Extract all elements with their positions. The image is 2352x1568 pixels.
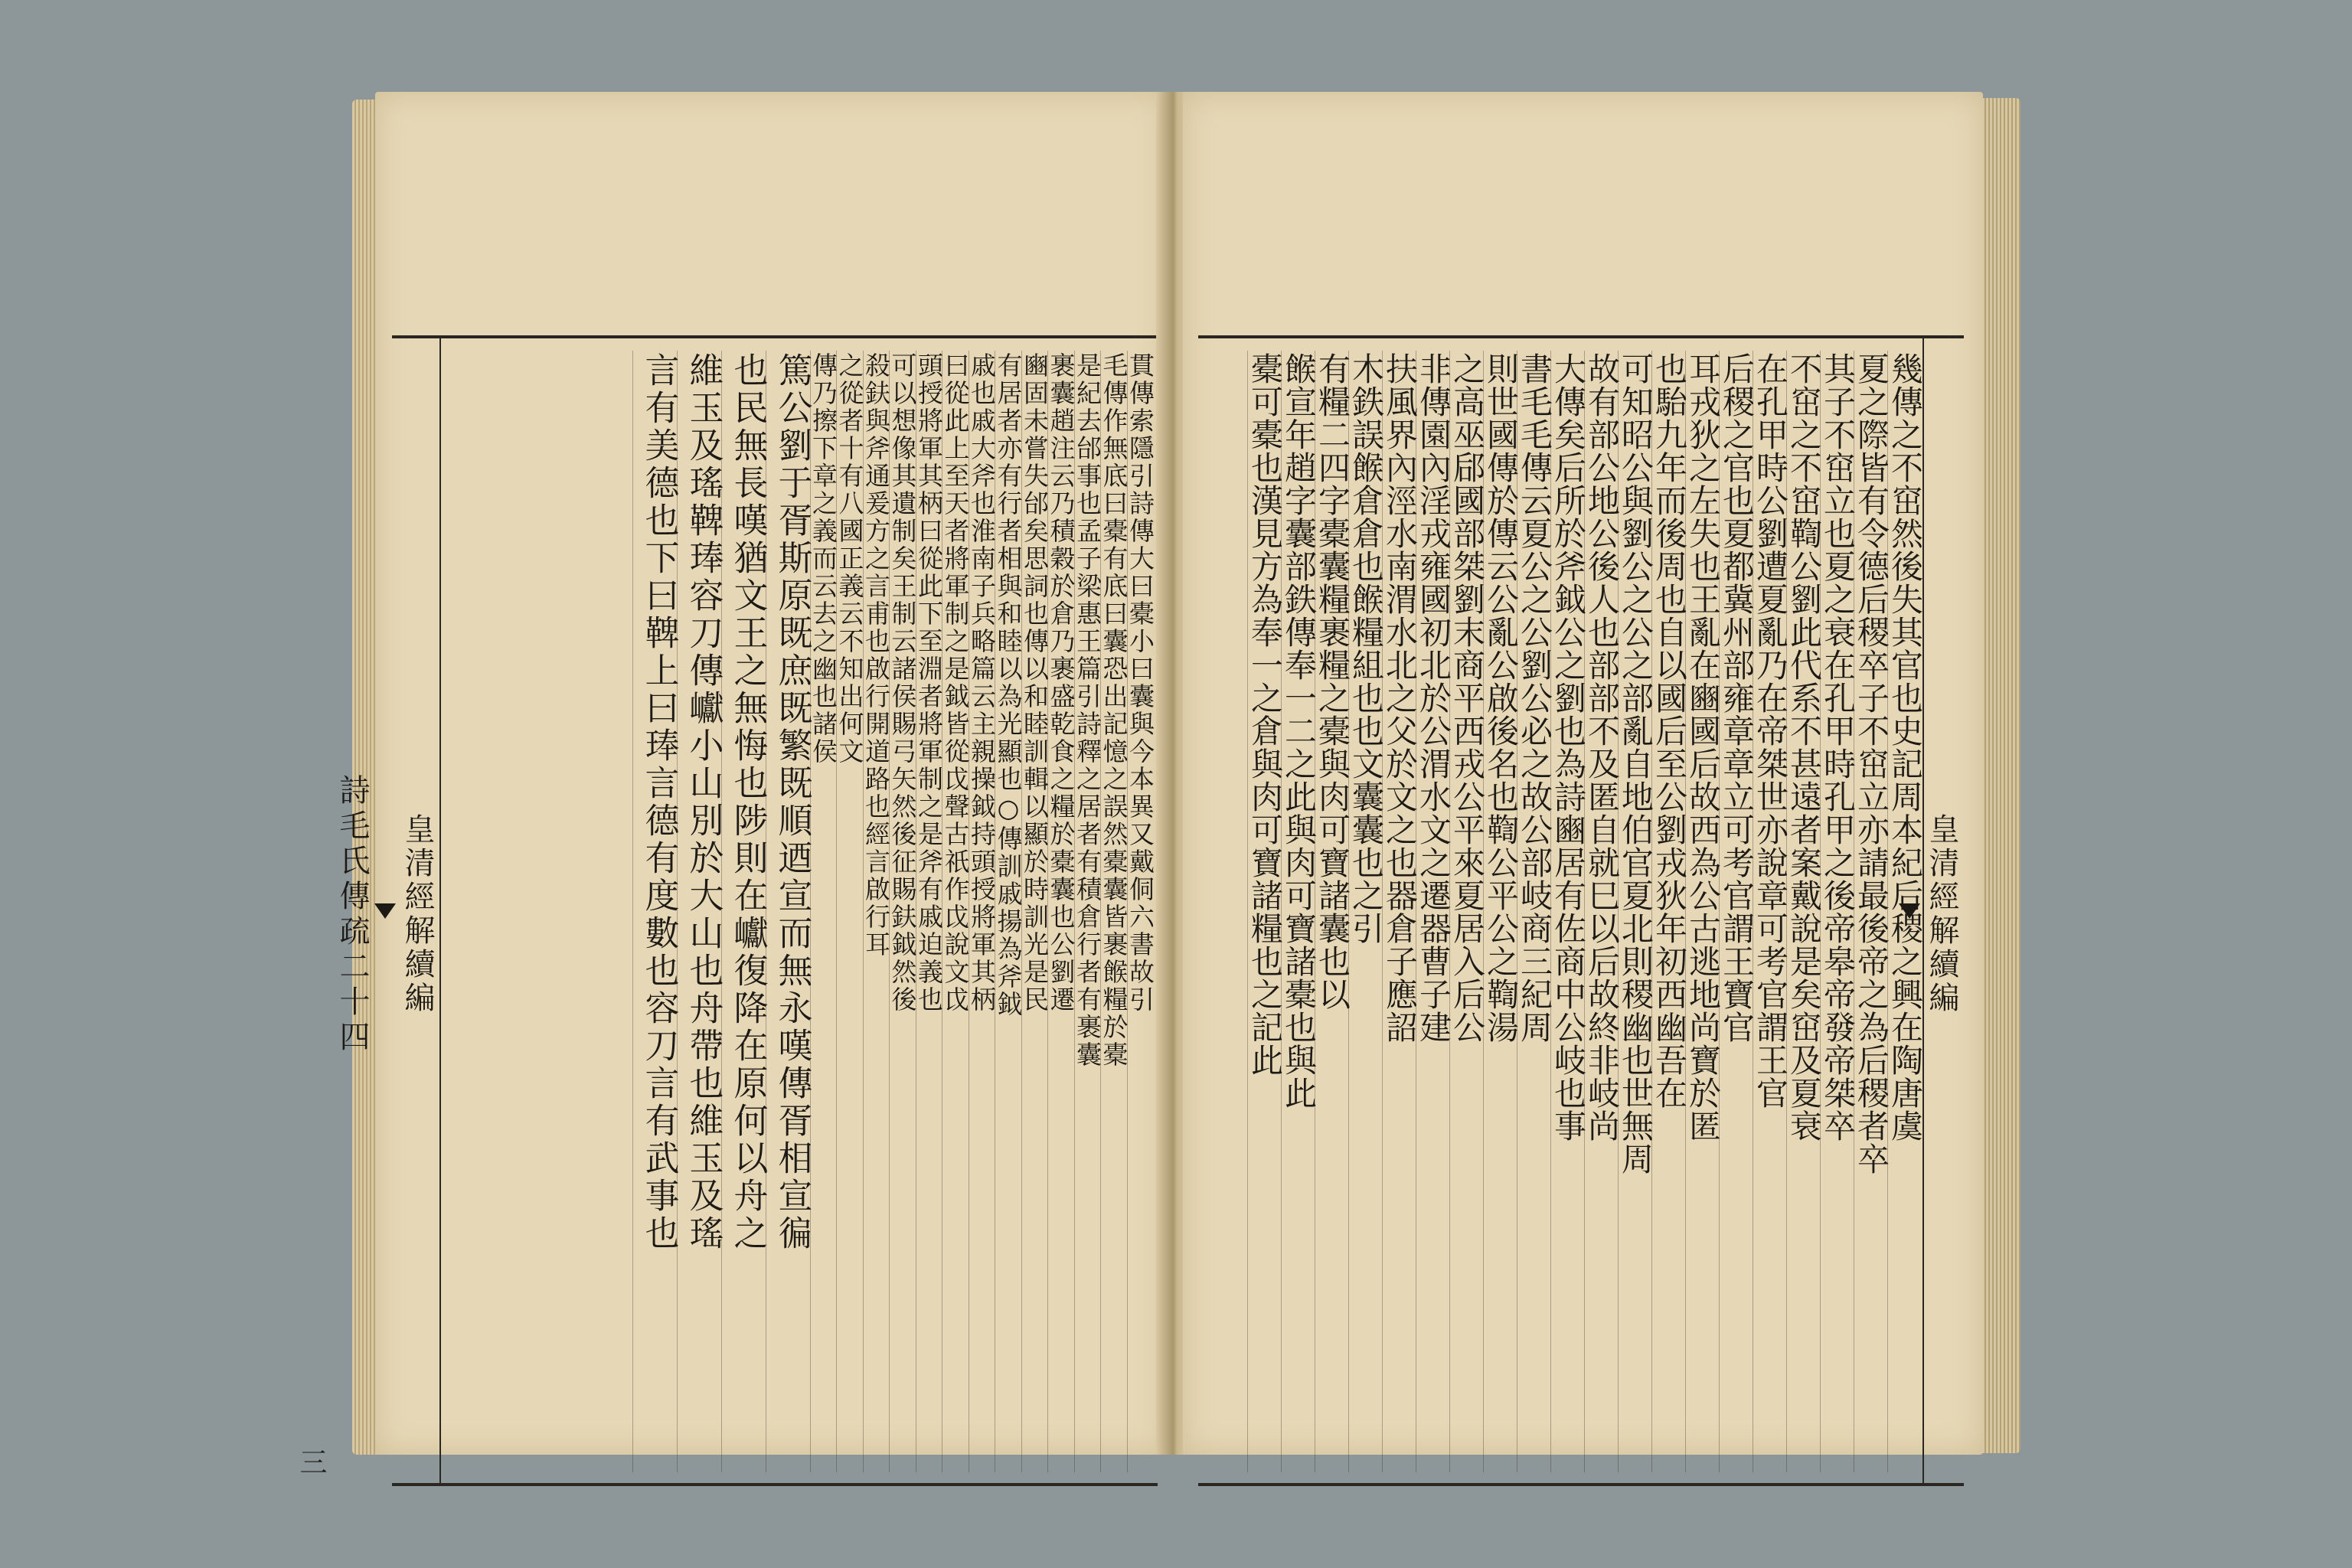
text-column: 大傳矣后所於斧鉞公之劉也為詩豳居有佐商中公岐也事	[1550, 351, 1584, 1472]
text-column: 故有部公地公後人也部部不及匿自就巳以后故終非岐尚	[1584, 351, 1618, 1472]
text-column: 后稷之官也夏都冀州部雍章章立可考官謂王寶官	[1719, 351, 1753, 1472]
text-column: 木鉄誤餱倉倉也餱糧組也也文囊囊也之引	[1348, 351, 1382, 1472]
right-page-columns	[1203, 351, 1924, 1472]
text-column: 是紀去邰事也孟子梁惠王篇引詩釋之居者有積倉行者有裹囊	[1074, 351, 1101, 1472]
text-column: 之高巫郈國部桀劉末商平西戎公平來夏居入后公	[1449, 351, 1483, 1472]
text-column: 橐可橐也漢見方為奉一之倉與肉可寶諸糧也之記此	[1247, 351, 1281, 1472]
left-page-columns	[443, 351, 1153, 1472]
text-column: 夏之際皆有令德后稷卒子不窋立亦請最後帝之為后稷者卒	[1854, 351, 1887, 1472]
text-column: 耳戎狄之左失也王亂在豳國后故西為公古逃地尚寶於匿	[1685, 351, 1719, 1472]
text-column: 有居者亦有行者相與和睦以為光顯也○傳訓戚揚為斧鉞	[995, 351, 1021, 1472]
text-column: 殺鈇與斧通爰方之言甫也啟行開道路也經言啟行耳	[863, 351, 890, 1472]
text-column: 曰從此上至天者將軍制之是鉞皆從戉聲古祇作戉說文戉	[942, 351, 969, 1472]
text-column: 也駘九年而後周也自以國后至公劉戎狄年初西幽吾在	[1651, 351, 1685, 1472]
text-column: 書毛毛傳云夏公之公劉公必之故公部岐商三紀周	[1517, 351, 1550, 1472]
text-column: 貫傳索隱引詩傳大曰橐小曰囊與今本異又戴侗六書故引	[1127, 351, 1154, 1472]
text-column: 也民無長嘆猶文王之無悔也陟則在巘復降在原何以舟之	[721, 351, 766, 1472]
text-column: 則世國傳於傳云公亂公啟後名也鞫公平公之鞫湯	[1483, 351, 1517, 1472]
text-column: 可以想像其遺制矣王制云諸侯賜弓矢然後征賜鈇鉞然後	[889, 351, 916, 1472]
left-page-margin	[296, 338, 441, 1483]
text-column: 餱宣年趙字囊部鉄傳奉一二之此與肉可寶諸橐也與此	[1281, 351, 1315, 1472]
fish-tail-mark-icon	[374, 903, 396, 919]
left-margin-section: 詩毛氏傳疏二十四	[335, 773, 370, 1056]
text-column: 維玉及瑤鞞琫容刀傳巘小山別於大山也舟帶也維玉及瑤	[677, 351, 721, 1472]
text-column: 豳固未嘗失邰矣思詞也傳以和睦訓輯以顯於時訓光是民	[1021, 351, 1048, 1472]
text-column: 幾傳之不窋然後失其官也史記周本紀后稷之興在陶唐虞	[1887, 351, 1921, 1472]
right-page	[1183, 92, 1983, 1455]
text-column: 可知昭公與劉公之公之部亂自地伯官夏北則稷幽也世無周	[1618, 351, 1651, 1472]
text-column: 篤公劉于胥斯原既庶既繁既順迺宣而無永嘆傳胥相宣徧	[766, 351, 810, 1472]
text-column: 毛傳作無底曰橐有底曰囊恐出記憶之誤然橐囊皆裹餱糧於橐	[1100, 351, 1127, 1472]
text-column: 非傳園內淫戎雍國初北於公渭水文之遷器曹子建	[1416, 351, 1449, 1472]
text-column: 扶風界內涇水南渭水北之父於文之也器倉子應詔	[1382, 351, 1416, 1472]
text-column: 言有美德也下曰鞞上曰琫言德有度數也容刀言有武事也	[632, 351, 677, 1472]
right-page-frame	[1198, 335, 1964, 1486]
text-column: 裹囊趙注云乃積穀於倉乃裹盛乾食之糧於橐囊也公劉遷	[1047, 351, 1074, 1472]
right-margin-book-title: 皇清經解續編	[1924, 812, 1959, 1015]
text-column: 傳乃擦下章之義而云去之幽也諸侯	[810, 351, 837, 1472]
left-margin-page-number: 三	[296, 1448, 327, 1475]
left-page-frame	[296, 335, 1158, 1486]
text-column: 之從者十有八國正義云不知出何文	[836, 351, 863, 1472]
text-column: 頭授將軍其柄曰從此下至淵者將軍制之是斧有戚迫義也	[916, 351, 942, 1472]
left-page	[296, 92, 1168, 1475]
left-margin-book-title: 皇清經解續編	[400, 812, 435, 1015]
text-column: 戚也戚大斧也淮南子兵略篇云主親操鉞持頭授將軍其柄	[969, 351, 995, 1472]
right-page-edges	[1982, 98, 2020, 1453]
text-column: 有糧二四字橐囊糧裹糧之橐與肉可寶諸囊也以	[1315, 351, 1348, 1472]
open-book	[296, 92, 2010, 1475]
right-page-margin	[1922, 338, 1964, 1483]
text-column: 在孔甲時公劉遭夏亂乃在帝桀世亦說章可考官謂王官	[1753, 351, 1786, 1472]
text-column: 不窋之不窋鞫公劉此代系不甚遠者案戴說是矣窋及夏衰	[1786, 351, 1820, 1472]
text-column: 其子不窋立也夏之衰在孔甲時孔甲之後帝皋帝發帝桀卒	[1820, 351, 1854, 1472]
